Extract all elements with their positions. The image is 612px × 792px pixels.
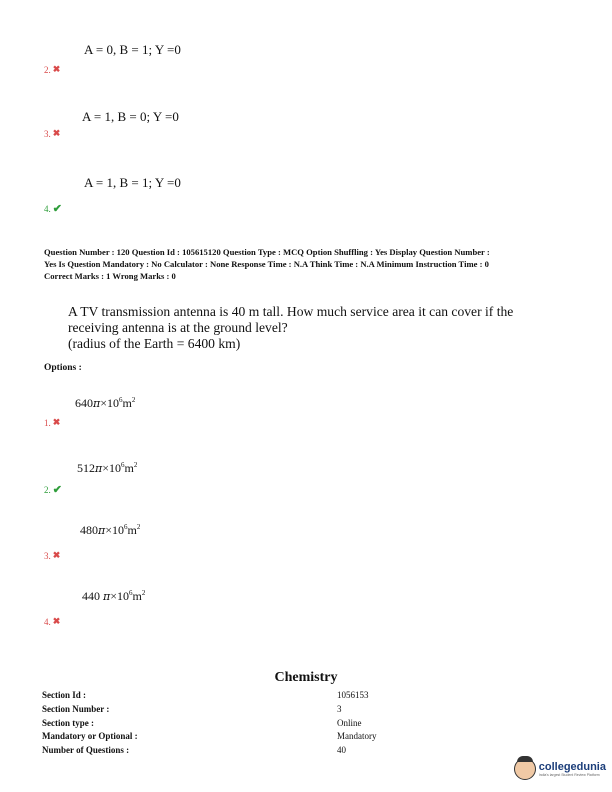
unit: m — [124, 461, 134, 475]
question-count-value: 40 — [337, 745, 346, 755]
times-ten: ×10 — [100, 396, 120, 410]
times-ten: ×10 — [110, 589, 130, 603]
unit-exponent: 2 — [131, 396, 136, 404]
coefficient: 480 — [80, 523, 98, 537]
prev-option-4-text: A = 1, B = 1; Y =0 — [84, 175, 181, 190]
exponent: 6 — [119, 396, 123, 404]
option-3-formula — [80, 523, 140, 538]
exponent: 6 — [124, 523, 128, 531]
question-text-line: A TV transmission antenna is 40 m tall. How much service area it can cover if the — [68, 304, 514, 319]
section-id-value: 1056153 — [337, 690, 369, 700]
option-4-formula — [82, 589, 145, 604]
pi-symbol: π — [98, 524, 106, 537]
question-text-line: receiving antenna is at the ground level? — [68, 320, 288, 335]
prev-option-2-text: A = 0, B = 1; Y =0 — [84, 42, 181, 57]
option-number-label: 2. — [44, 484, 51, 495]
section-number-value: 3 — [337, 704, 342, 714]
option-number-label: 1. — [44, 417, 51, 428]
option-2-formula — [77, 461, 137, 476]
option-3-number — [44, 550, 60, 561]
unit: m — [122, 396, 132, 410]
section-type-value: Online — [337, 718, 362, 728]
logo-brand: collegedunia — [538, 760, 606, 773]
option-4-number — [44, 616, 60, 627]
question-text — [68, 304, 568, 352]
collegedunia-logo — [514, 758, 606, 780]
mascot-icon — [514, 758, 536, 780]
mandatory-label: Mandatory or Optional : — [42, 731, 138, 741]
check-icon — [53, 483, 62, 496]
unit-exponent: 2 — [133, 461, 138, 469]
times-ten: ×10 — [102, 461, 122, 475]
unit: m — [127, 523, 137, 537]
coefficient: 512 — [77, 461, 95, 475]
option-number-label: 3. — [44, 550, 51, 561]
unit-exponent: 2 — [141, 589, 146, 597]
prev-option-3-text: A = 1, B = 0; Y =0 — [82, 109, 179, 124]
section-type-label: Section type : — [42, 718, 94, 728]
question-meta-line: Yes Is Question Mandatory : No Calculator : None Response Time : N.A Think Time : N.A Minimum Instruction Time : 0 — [44, 259, 489, 269]
unit-exponent: 2 — [136, 523, 141, 531]
option-number-label: 4. — [44, 203, 51, 214]
section-number-label: Section Number : — [42, 704, 110, 714]
option-number-label: 2. — [44, 64, 51, 75]
prev-option-4-number — [44, 202, 62, 215]
pi-symbol: π — [95, 462, 103, 475]
coefficient: 640 — [75, 396, 93, 410]
prev-option-3-number — [44, 128, 60, 139]
section-id-label: Section Id : — [42, 690, 87, 700]
section-title: Chemistry — [274, 670, 338, 685]
question-meta-line: Correct Marks : 1 Wrong Marks : 0 — [44, 271, 176, 281]
question-meta — [44, 246, 584, 282]
exponent: 6 — [129, 589, 133, 597]
question-count-label: Number of Questions : — [42, 745, 130, 755]
option-1-number — [44, 417, 60, 428]
unit: m — [132, 589, 142, 603]
option-number-label: 4. — [44, 616, 51, 627]
question-meta-line: Question Number : 120 Question Id : 105615120 Question Type : MCQ Option Shuffling : Yes Display Question Number : — [44, 247, 490, 257]
exponent: 6 — [121, 461, 125, 469]
cross-icon — [53, 616, 61, 627]
logo-tagline: India's largest Student Review Platform — [538, 772, 600, 777]
prev-option-2-number — [44, 64, 60, 75]
options-label: Options : — [44, 363, 82, 373]
cross-icon — [53, 550, 61, 561]
cross-icon — [53, 64, 61, 75]
cross-icon — [53, 128, 61, 139]
option-1-formula — [75, 396, 135, 411]
question-text-line: (radius of the Earth = 6400 km) — [68, 336, 241, 351]
coefficient: 440 — [82, 589, 100, 603]
pi-symbol: π — [103, 590, 111, 603]
option-2-number — [44, 483, 62, 496]
option-number-label: 3. — [44, 128, 51, 139]
check-icon — [53, 202, 62, 215]
times-ten: ×10 — [105, 523, 125, 537]
cross-icon — [53, 417, 61, 428]
mandatory-value: Mandatory — [337, 731, 377, 741]
pi-symbol: π — [93, 397, 101, 410]
